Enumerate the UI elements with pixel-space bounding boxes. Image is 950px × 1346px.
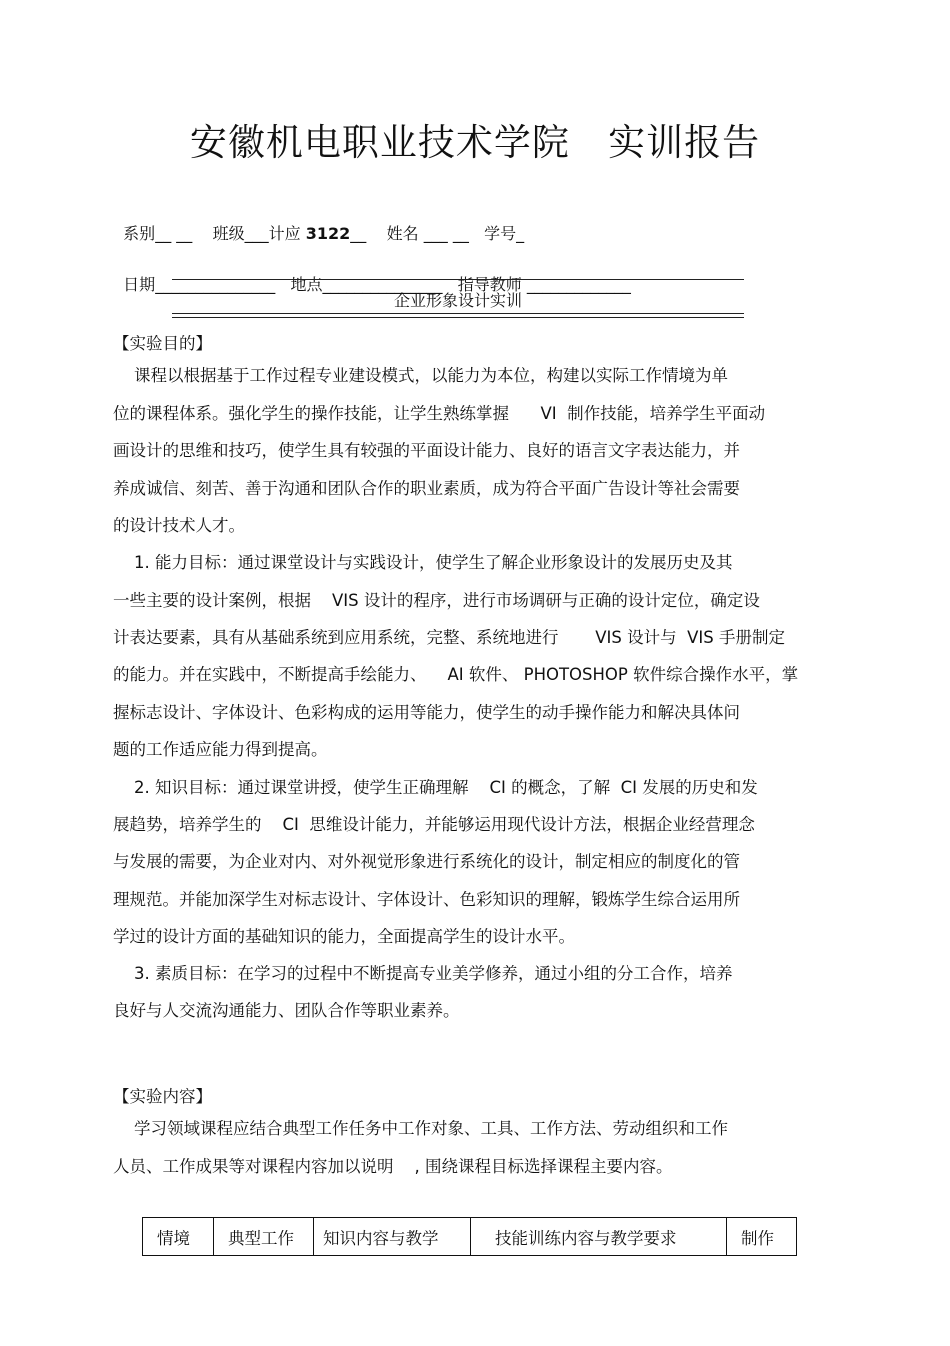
course-top-rule [172, 279, 744, 280]
course-content-table [142, 1217, 797, 1256]
paragraph-line: 2. 知识目标：通过课堂讲授，使学生正确理解 CI 的概念，了解 CI 发展的历史和发 [113, 778, 758, 797]
paragraph-line: 学过的设计方面的基础知识的能力，全面提高学生的设计水平。 [113, 927, 575, 946]
class-value: 3122 [305, 224, 351, 243]
paragraph-line: 位的课程体系。强化学生的操作技能，让学生熟练掌握 VI 制作技能，培养学生平面动 [113, 404, 766, 423]
date-label: 日期 [123, 275, 156, 294]
paragraph-line: 计表达要素，具有从基础系统到应用系统，完整、系统地进行 VIS 设计与 VIS 手册制定 [113, 628, 785, 647]
paragraph-line: 3. 素质目标：在学习的过程中不断提高专业美学修养，通过小组的分工合作，培养 [113, 964, 733, 983]
table-header-cell [214, 1218, 314, 1256]
class-label: 班级 [212, 224, 245, 243]
table-header-row [143, 1218, 797, 1256]
paragraph-line: 课程以根据基于工作过程专业建设模式，以能力为本位，构建以实际工作情境为单 [113, 366, 728, 385]
paragraph-line: 的设计技术人才。 [113, 516, 245, 535]
dept-label: 系别 [123, 224, 156, 243]
table-header-cell [471, 1218, 727, 1256]
course-title: 企业形象设计实训 [393, 291, 522, 310]
name-label: 姓名 [386, 224, 419, 243]
paragraph-line: 一些主要的设计案例，根据 VIS 设计的程序，进行市场调研与正确的设计定位，确定设 [113, 591, 760, 610]
header-skills: 技能训练内容与教学要求 [495, 1228, 677, 1248]
paragraph-line: 画设计的思维和技巧，使学生具有较强的平面设计能力、良好的语言文字表达能力，并 [113, 441, 740, 460]
place-field: _______________ [322, 275, 443, 294]
header-situation: 情境 [157, 1228, 190, 1248]
teacher-field: _____________ [526, 275, 631, 294]
date-field: _______________ [155, 275, 276, 294]
paragraph-line: 题的工作适应能力得到提高。 [113, 740, 328, 759]
paragraph-line: 展趋势，培养学生的 CI 思维设计能力，并能够运用现代设计方法，根据企业经营理念 [113, 815, 755, 834]
name-field: ___ __ [423, 224, 469, 243]
paragraph-line: 养成诚信、刻苦、善于沟通和团队合作的职业素质，成为符合平面广告设计等社会需要 [113, 479, 740, 498]
student-id-label: 学号 [484, 224, 517, 243]
place-label: 地点 [290, 275, 323, 294]
header-typical-work: 典型工作 [228, 1228, 294, 1248]
header-knowledge: 知识内容与教学 [323, 1228, 439, 1248]
table-header-cell [314, 1218, 471, 1256]
table-header-cell [727, 1218, 797, 1256]
student-id-field: _ [516, 224, 525, 243]
table-header-cell [143, 1218, 214, 1256]
paragraph-line: 1. 能力目标：通过课堂设计与实践设计，使学生了解企业形象设计的发展历史及其 [113, 553, 733, 572]
paragraph-line: 的能力。并在实践中，不断提高手绘能力、 AI 软件、 PHOTOSHOP 软件综合操作水平，掌 [113, 665, 799, 684]
course-bottom-rule [172, 313, 744, 314]
paragraph-line: 与发展的需要，为企业对内、对外视觉形象进行系统化的设计，制定相应的制度化的管 [113, 852, 740, 871]
section-heading-purpose: 【实验目的】 [113, 334, 212, 353]
paragraph-line: 人员、工作成果等对课程内容加以说明 , 围绕课程目标选择课程主要内容。 [113, 1157, 673, 1176]
course-bottom-rule-2 [172, 317, 744, 318]
paragraph-line: 良好与人交流沟通能力、团队合作等职业素养。 [113, 1001, 460, 1020]
report-title: 安徽机电职业技术学院 实训报告 [189, 121, 761, 164]
class-prefix: ___计应 [244, 224, 301, 243]
paragraph-line: 握标志设计、字体设计、色彩构成的运用等能力，使学生的动手操作能力和解决具体问 [113, 703, 740, 722]
teacher-label: 指导教师 [457, 275, 522, 294]
section-heading-content: 【实验内容】 [113, 1087, 212, 1106]
class-suffix: __ [350, 224, 367, 243]
dept-field: __ __ [155, 224, 193, 243]
student-info-row [113, 202, 524, 244]
paragraph-line: 理规范。并能加深学生对标志设计、字体设计、色彩知识的理解，锻炼学生综合运用所 [113, 890, 740, 909]
header-production: 制作 [741, 1228, 774, 1248]
paragraph-line: 学习领域课程应结合典型工作任务中工作对象、工具、工作方法、劳动组织和工作 [113, 1119, 728, 1138]
